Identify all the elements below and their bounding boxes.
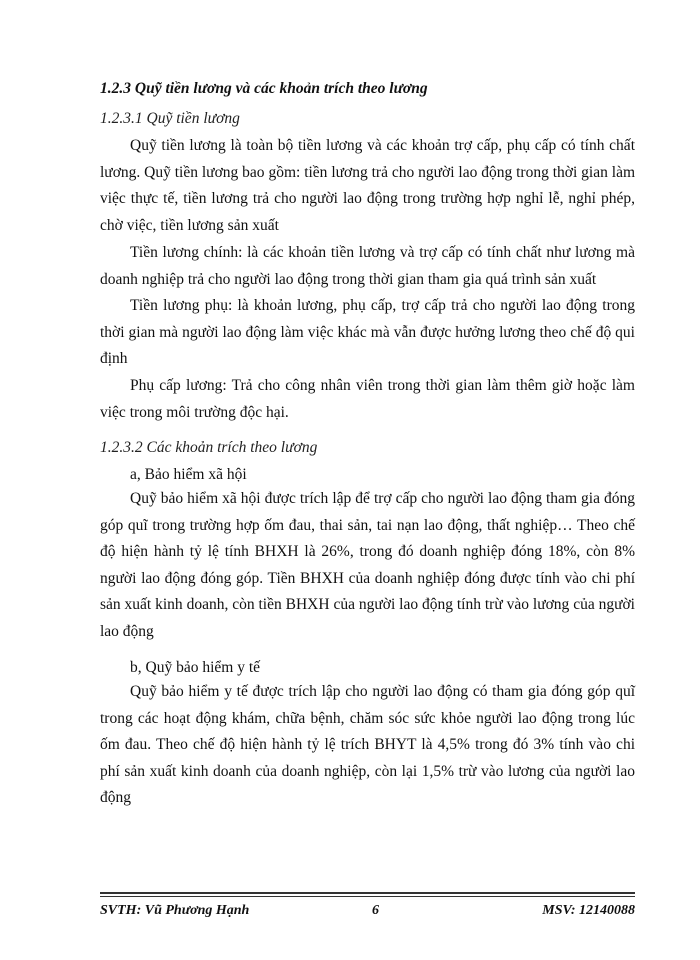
paragraph-extra-salary: Tiền lương phụ: là khoản lương, phụ cấp, trợ cấp trả cho người lao động trong thời gian mà người lao động làm việc khác mà vẫn được hưởng lương theo chế độ qui định (100, 297, 635, 368)
section-heading: 1.2.3 Quỹ tiền lương và các khoản trích theo lương (100, 80, 428, 97)
paragraph-main-salary: Tiền lương chính: là các khoản tiền lương và trợ cấp có tính chất như lương mà doanh nghiệp trả cho người lao động trong thời gian tham gia quá trình sản xuất (100, 244, 635, 288)
paragraph-social-insurance: Quỹ bảo hiểm xã hội được trích lập để trợ cấp cho người lao động tham gia đóng góp quĩ trong trường hợp ốm đau, thai sản, tai nạn lao động, thất nghiệp… Theo chế độ hiện hành tỷ lệ tính BHXH là 26%, trong đó doanh nghiệp đóng 18%, còn 8% người lao động đóng góp. Tiền BHXH của doanh nghiệp đóng được tính vào chi phí sản xuất kinh doanh, còn tiền BHXH của người lao động tính trừ vào lương của người lao động (100, 490, 635, 640)
footer-divider-top (100, 892, 635, 894)
footer-student-id: MSV: 12140088 (542, 903, 635, 918)
paragraph-allowance: Phụ cấp lương: Trả cho công nhân viên trong thời gian làm thêm giờ hoặc làm việc trong môi trường độc hại. (100, 377, 635, 421)
footer-author: SVTH: Vũ Phương Hạnh (100, 903, 250, 918)
paragraph-health-insurance: Quỹ bảo hiểm y tế được trích lập cho người lao động có tham gia đóng góp quĩ trong các hoạt động khám, chữa bệnh, chăm sóc sức khỏe người lao động trong lúc ốm đau. Theo chế độ hiện hành tỷ lệ trích BHYT là 4,5% trong đó 3% tính vào chi phí sản xuất kinh doanh của doanh nghiệp, còn lại 1,5% trừ vào lương của người lao động (100, 683, 635, 807)
paragraph-salary-fund-definition: Quỹ tiền lương là toàn bộ tiền lương và các khoản trợ cấp, phụ cấp có tính chất lương. Quỹ tiền lương bao gồm: tiền lương trả cho người lao động trong thời gian làm việc thực tế, tiền lương trả cho người lao động trong trường hợp nghỉ lễ, nghỉ phép, chờ việc, tiền lương sản xuất (100, 137, 635, 234)
subsection-heading-salary-fund: 1.2.3.1 Quỹ tiền lương (100, 110, 240, 127)
footer-divider-bottom (100, 896, 635, 897)
item-health-insurance-label: b, Quỹ bảo hiểm y tế (130, 659, 261, 676)
page-footer (100, 903, 635, 923)
subsection-heading-deductions: 1.2.3.2 Các khoản trích theo lương (100, 439, 318, 456)
item-social-insurance-label: a, Bảo hiểm xã hội (130, 466, 247, 483)
footer-page-number: 6 (372, 903, 379, 918)
